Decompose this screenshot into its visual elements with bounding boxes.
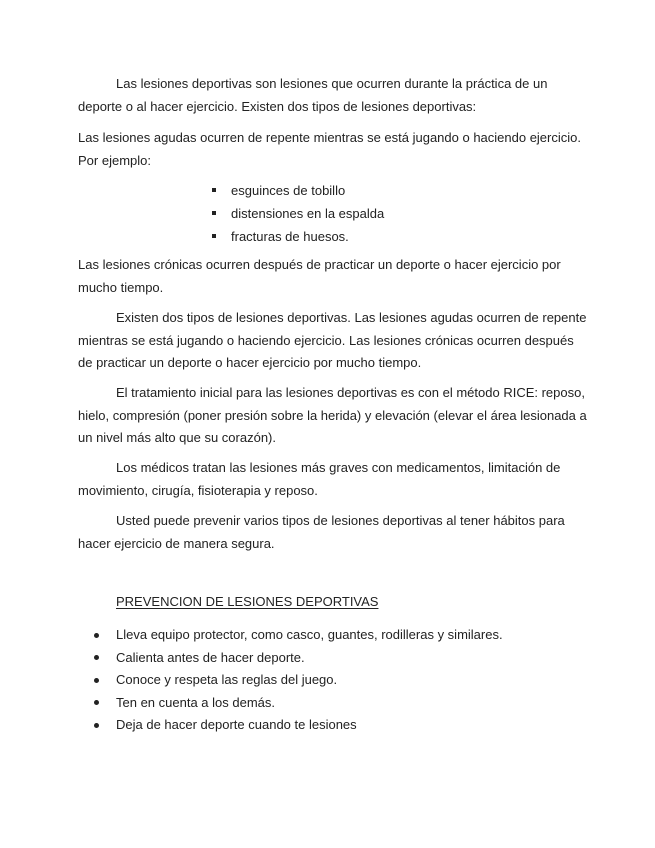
prevention-list [94,624,503,737]
prevention-heading: PREVENCION DE LESIONES DEPORTIVAS [116,594,379,609]
square-bullet-icon [212,211,216,215]
square-bullet-icon [212,188,216,192]
list-item: Ten en cuenta a los demás. [94,692,503,715]
acute-injuries-paragraph: Las lesiones agudas ocurren de repente mientras se está jugando o haciendo ejercicio. Por ejemplo: [78,130,581,168]
intro-paragraph: Las lesiones deportivas son lesiones que ocurren durante la práctica de un deporte o al hacer ejercicio. Existen dos tipos de lesiones deportivas: [78,76,548,114]
list-item: Conoce y respeta las reglas del juego. [94,669,503,692]
bullet-icon [94,700,99,705]
chronic-injuries-paragraph: Las lesiones crónicas ocurren después de practicar un deporte o hacer ejercicio por mucho tiempo. [78,257,561,295]
examples-list [212,179,384,248]
list-item: Calienta antes de hacer deporte. [94,647,503,670]
treatment-paragraph: El tratamiento inicial para las lesiones deportivas es con el método RICE: reposo, hielo, compresión (poner presión sobre la herida) y elevación (elevar el área lesionada a un nivel más alto que su corazón). [78,385,587,445]
list-item: distensiones en la espalda [212,202,384,225]
doctors-paragraph: Los médicos tratan las lesiones más graves con medicamentos, limitación de movimiento, cirugía, fisioterapia y reposo. [78,460,561,498]
bullet-icon [94,723,99,728]
prevention-paragraph: Usted puede prevenir varios tipos de lesiones deportivas al tener hábitos para hacer ejercicio de manera segura. [78,513,565,551]
list-item: fracturas de huesos. [212,225,384,248]
bullet-icon [94,633,99,638]
list-item: Deja de hacer deporte cuando te lesiones [94,714,503,737]
square-bullet-icon [212,234,216,238]
bullet-icon [94,678,99,683]
summary-paragraph: Existen dos tipos de lesiones deportivas. Las lesiones agudas ocurren de repente mientras se está jugando o haciendo ejercicio. Las lesiones crónicas ocurren después de practicar un deporte o hacer ejercicio por mucho tiempo. [78,310,587,370]
list-item: Lleva equipo protector, como casco, guantes, rodilleras y similares. [94,624,503,647]
list-item: esguinces de tobillo [212,179,384,202]
bullet-icon [94,655,99,660]
